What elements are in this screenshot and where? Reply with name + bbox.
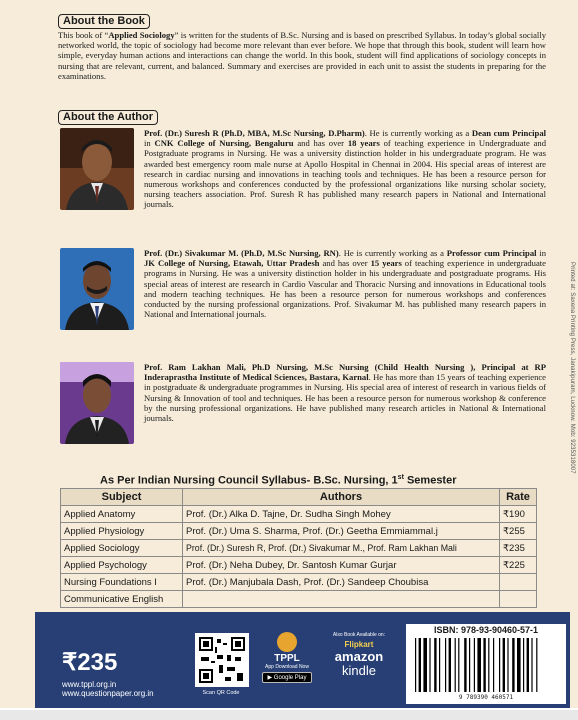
cell-rate: [500, 591, 537, 608]
flipkart-logo[interactable]: Flipkart: [344, 640, 374, 649]
author-bio-sivakumar: Prof. (Dr.) Sivakumar M. (Ph.D, M.Sc Nursing, RN). He is currently working as a Professor cum Principal in JK College of Nursing, Etawah, Uttar Pradesh and has over 15 years of teaching experience in undergraduate programs in Nursing. He was a university distinction holder in his undergraduate and postgraduate programs. His special areas of interest are research in Cardio Vascular and Thoracic Nursing and innovations in Educational tools and modern teaching techniques. He has been a resource person for numerous workshops and conferences conducted by the nursing professional organizations. Prof. Sivakumar M. has published many research papers in National and International journals.: [144, 248, 546, 320]
cell-authors: Prof. (Dr.) Neha Dubey, Dr. Santosh Kumar Gurjar: [183, 557, 500, 574]
barcode-bar: [419, 638, 421, 692]
about-book-heading: About the Book: [58, 14, 150, 29]
tppl-logo-icon: [277, 632, 297, 652]
cell-rate: [500, 574, 537, 591]
printer-info: Printed at: Saxena Printing Press, Janakipuram, Lucknow. Mob: 9235318007: [569, 262, 575, 474]
qr-code-icon: [197, 635, 247, 685]
kindle-logo[interactable]: kindle: [342, 663, 376, 678]
table-row: [61, 557, 537, 574]
barcode-bar: [483, 638, 485, 692]
cell-authors: [183, 591, 500, 608]
barcode-bar: [512, 638, 514, 692]
author-photo-mali: [60, 362, 134, 444]
tppl-name: TPPL: [274, 653, 300, 664]
amazon-logo[interactable]: amazon: [334, 649, 384, 664]
app-download-label: App Download Now: [265, 664, 309, 670]
barcode-bar: [455, 638, 456, 692]
cell-subject: Applied Sociology: [61, 540, 183, 557]
author-photo-sivakumar: [60, 248, 134, 330]
author-bio-mali: Prof. Ram Lakhan Mali, Ph.D Nursing, M.Sc Nursing (Child Health Nursing ), Principal at RP Inderaprastha Institute of Medical Sciences, Bastara, Karnal. He has more than 15 years of teaching experience in postgraduate & undergraduate programmes in Nursing. His special area of interest of research in various fields of Nursing & Innovation of tool and techniques. He has been a resource person for numerous workshop & conference by the nursing professional organizations. He have published many research articles in National & International journals.: [144, 362, 546, 424]
isbn-barcode: [406, 624, 566, 704]
barcode-bar: [429, 638, 430, 692]
author-photo-suresh: [60, 128, 134, 210]
google-play-badge[interactable]: ▶ Google Play: [262, 672, 312, 683]
barcode-bar: [499, 638, 500, 692]
website-url-questionpaper[interactable]: www.questionpaper.org.in: [62, 689, 154, 698]
header-rate: Rate: [500, 489, 537, 506]
about-book-text: This book of “Applied Sociology” is written for the students of B.Sc. Nursing and is based on prescribed Syllabus. In today’s global socially networked world, the topic of sociology had become more relevant than ever before. We hope that through this book, student will learn how simple, everyday human actions and interactions can change the world. In this book, student will find applications of sociology concepts in nursing that are relevant, current, and balanced. Summary and exercises are provided in each unit to assist the students in preparing for the examinations.: [58, 30, 547, 81]
barcode-bar: [469, 638, 470, 692]
barcode-bar: [527, 638, 529, 692]
barcode-bar: [464, 638, 466, 692]
tppl-app[interactable]: [262, 632, 312, 683]
also-available-label: Also Book Available on:: [332, 632, 386, 638]
header-authors: Authors: [183, 489, 500, 506]
header-subject: Subject: [61, 489, 183, 506]
barcode-bar: [536, 638, 537, 692]
cell-subject: Communicative English: [61, 591, 183, 608]
barcode-bar: [493, 638, 494, 692]
table-row: [61, 523, 537, 540]
barcode-bar: [434, 638, 436, 692]
cell-authors: Prof. (Dr.) Manjubala Dash, Prof. (Dr.) Sandeep Choubisa: [183, 574, 500, 591]
barcode-bar: [445, 638, 446, 692]
store-availability: [322, 632, 396, 678]
barcode-icon: [411, 638, 561, 694]
cell-rate: ₹190: [500, 506, 537, 523]
about-author-heading: About the Author: [58, 110, 158, 125]
table-row: [61, 574, 537, 591]
barcode-bar: [415, 638, 416, 692]
books-table: [60, 488, 537, 608]
barcode-bar: [523, 638, 524, 692]
barcode-bar: [531, 638, 532, 692]
cell-subject: Nursing Foundations I: [61, 574, 183, 591]
barcode-bar: [488, 638, 489, 692]
website-url-tppl[interactable]: www.tppl.org.in: [62, 680, 117, 689]
cell-subject: Applied Psychology: [61, 557, 183, 574]
cell-subject: Applied Physiology: [61, 523, 183, 540]
barcode-digits: 9 789390 460571: [458, 694, 514, 701]
book-price: ₹235: [62, 649, 118, 676]
barcode-bar: [439, 638, 440, 692]
page-bottom-shadow: [0, 710, 578, 720]
cell-rate: ₹255: [500, 523, 537, 540]
barcode-bar: [449, 638, 451, 692]
table-row: [61, 540, 537, 557]
barcode-bar: [477, 638, 481, 692]
website-links: [62, 680, 154, 698]
cell-authors: Prof. (Dr.) Uma S. Sharma, Prof. (Dr.) Geetha Emmiammal.j: [183, 523, 500, 540]
barcode-bar: [423, 638, 427, 692]
qr-code[interactable]: [195, 633, 249, 687]
barcode-bar: [474, 638, 475, 692]
cell-authors: Prof. (Dr.) Alka D. Tajne, Dr. Sudha Singh Mohey: [183, 506, 500, 523]
table-row: [61, 591, 537, 608]
cell-authors: Prof. (Dr.) Suresh R, Prof. (Dr.) Sivakumar M., Prof. Ram Lakhan Mali: [183, 540, 500, 557]
table-row: [61, 506, 537, 523]
barcode-bar: [458, 638, 459, 692]
qr-label: Scan QR Code: [202, 690, 240, 696]
cell-rate: ₹235: [500, 540, 537, 557]
barcode-bar: [503, 638, 505, 692]
play-icon: ▶: [267, 675, 273, 681]
cell-rate: ₹225: [500, 557, 537, 574]
table-header-row: [61, 489, 537, 506]
syllabus-title: As Per Indian Nursing Council Syllabus- B.Sc. Nursing, 1st Semester: [100, 474, 457, 487]
author-bio-suresh-top: Prof. (Dr.) Suresh R (Ph.D, MBA, M.Sc Nursing, D.Pharm). He is currently working as a Dean cum Principal in CNK College of Nursing, Bengaluru and has over 18 years of teaching experience in Undergraduate and Postgraduate programs in Nursing. He was a university distinction holder in his undergraduate program. He was awarded best emergency room male nurse at Apollo Hospital in Chennai in 2004. His special areas of interest are research in cardiac nursing and innovations in teaching tools and techniques. He has been a resource person for numerous workshops and conferences conducted by the professional organizations like nursing scholar society, nursing teachers association. Prof. Suresh R has published many research papers in National and International journals.: [144, 128, 547, 210]
cell-subject: Applied Anatomy: [61, 506, 183, 523]
barcode-bar: [507, 638, 508, 692]
isbn-number: ISBN: 978-93-90460-57-1: [433, 625, 539, 635]
barcode-bar: [517, 638, 521, 692]
